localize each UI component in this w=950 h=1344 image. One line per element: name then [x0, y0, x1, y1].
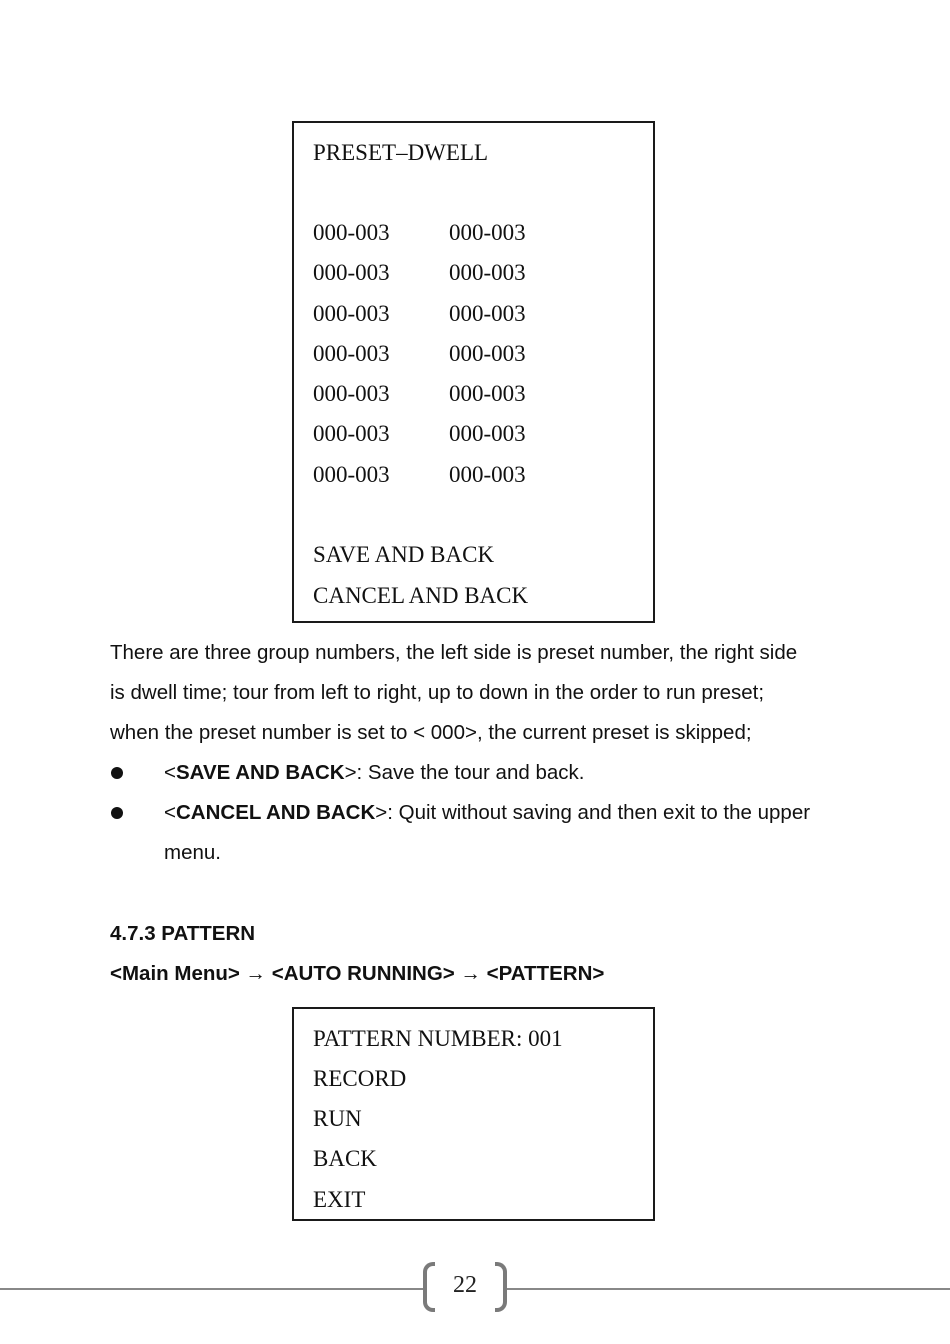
save-and-back-item: SAVE AND BACK [313, 542, 495, 567]
run-item: RUN [313, 1106, 362, 1131]
bullet-cancel-and-back [164, 800, 810, 826]
preset-row-left: 000-003 [313, 421, 390, 446]
preset-row-right: 000-003 [449, 260, 526, 285]
preset-menu-title: PRESET–DWELL [313, 140, 489, 165]
bullet-save-and-back [164, 760, 584, 786]
pattern-number-item: PATTERN NUMBER: 001 [313, 1026, 563, 1051]
preset-row-right: 000-003 [449, 301, 526, 326]
left-bracket-icon [423, 1262, 435, 1312]
back-item: BACK [313, 1146, 377, 1171]
description-line: is dwell time; tour from left to right, up to down in the order to run preset; [110, 681, 765, 704]
bullet-prefix: < [164, 761, 176, 784]
bullet-description: >: Save the tour and back. [344, 761, 585, 784]
pattern-menu [292, 1007, 655, 1221]
preset-row-left: 000-003 [313, 260, 390, 285]
preset-row-right: 000-003 [449, 220, 526, 245]
bullet-dot-icon [111, 767, 123, 779]
exit-item: EXIT [313, 1187, 366, 1212]
preset-row-right: 000-003 [449, 421, 526, 446]
preset-row-left: 000-003 [313, 462, 390, 487]
right-bracket-icon [495, 1262, 507, 1312]
page-number: 22 [453, 1272, 477, 1298]
footer-rule-left [0, 1288, 423, 1290]
bullet-dot-icon [111, 807, 123, 819]
bullet-term: CANCEL AND BACK [175, 801, 376, 824]
section-heading: 4.7.3 PATTERN [110, 922, 256, 945]
bullet-prefix: < [164, 801, 176, 824]
bullet-description: >: Quit without saving and then exit to the upper [375, 801, 811, 824]
bullet-term: SAVE AND BACK [175, 761, 345, 784]
bullet-continuation: menu. [164, 841, 221, 864]
preset-row-left: 000-003 [313, 341, 390, 366]
description-line: There are three group numbers, the left side is preset number, the right side [110, 641, 798, 664]
cancel-and-back-item: CANCEL AND BACK [313, 583, 529, 608]
menu-path: <Main Menu> → <AUTO RUNNING> → <PATTERN> [110, 962, 605, 985]
preset-row-left: 000-003 [313, 301, 390, 326]
preset-row-right: 000-003 [449, 381, 526, 406]
preset-row-right: 000-003 [449, 341, 526, 366]
footer-rule-right [507, 1288, 950, 1290]
preset-row-left: 000-003 [313, 220, 390, 245]
preset-row-left: 000-003 [313, 381, 390, 406]
description-line: when the preset number is set to < 000>, the current preset is skipped; [110, 721, 752, 744]
record-item: RECORD [313, 1066, 407, 1091]
preset-row-right: 000-003 [449, 462, 526, 487]
preset-dwell-menu [292, 121, 655, 623]
